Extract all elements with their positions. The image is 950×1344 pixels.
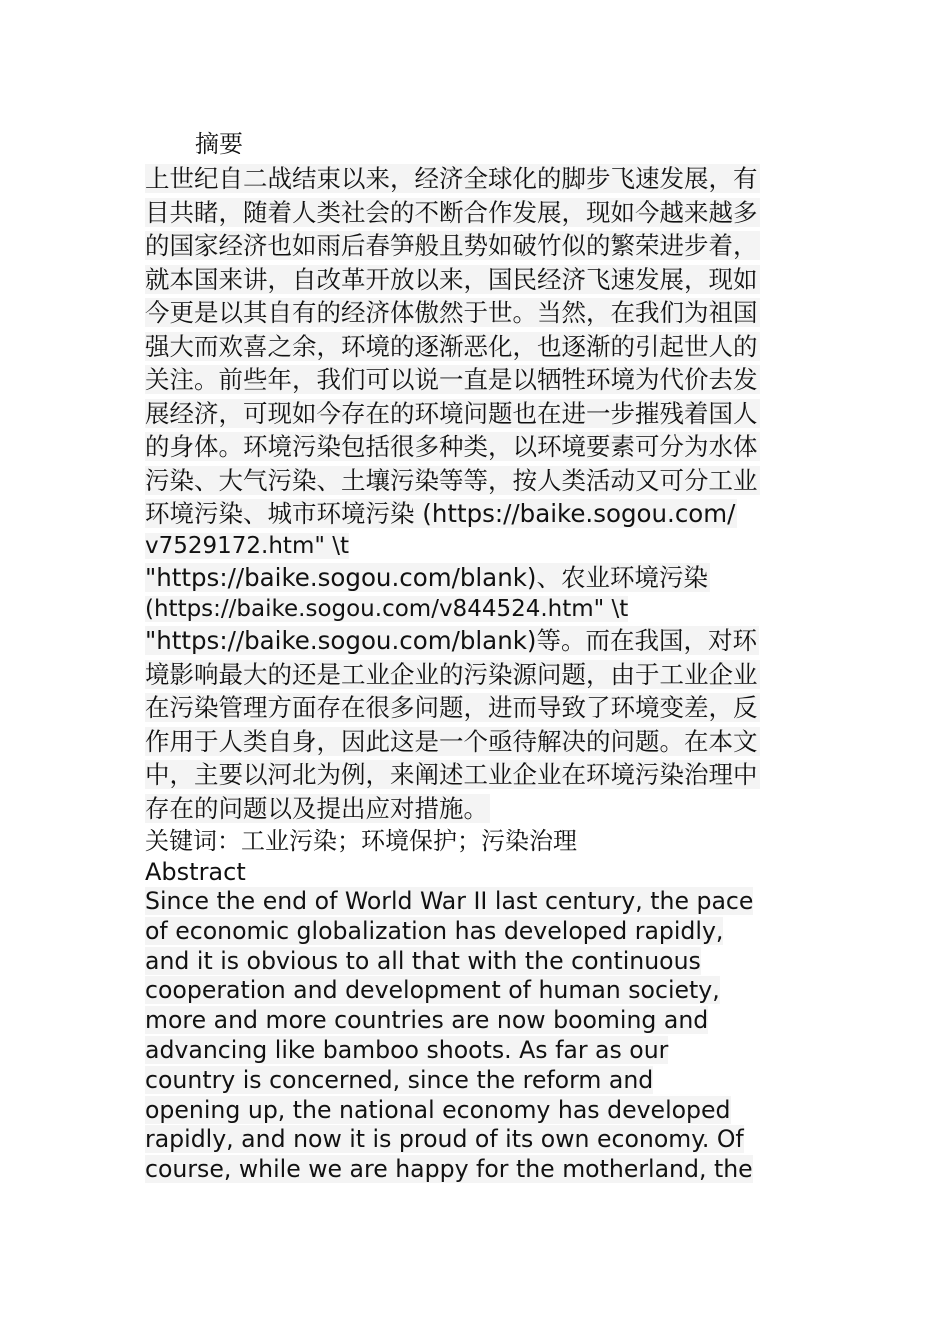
abstract-en-line: of economic globalization has developed rapidly, [145,916,724,945]
abstract-cn-line: 存在的问题以及提出应对措施。 [145,793,488,823]
abstract-en-line: opening up, the national economy has developed [145,1095,731,1124]
abstract-en-line: rapidly, and now it is proud of its own economy. Of [145,1125,744,1154]
abstract-cn-line: 今更是以其自有的经济体傲然于世。当然，在我们为祖国 [145,298,758,327]
abstract-cn-paragraph [145,162,810,825]
abstract-en-line: country is concerned, since the reform and [145,1065,654,1094]
abstract-en-line: more and more countries are now booming and [145,1006,709,1035]
abstract-en-line: and it is obvious to all that with the continuous [145,946,701,975]
abstract-en-line: course, while we are happy for the motherland, the [145,1155,753,1184]
abstract-cn-line: "https://baike.sogou.com/blank)、农业环境污染 [145,562,708,592]
keywords-line: 关键词：工业污染；环境保护；污染治理 [145,827,577,855]
abstract-en-paragraph [145,887,810,1185]
abstract-cn-line: 目共睹，随着人类社会的不断合作发展，现如今越来越多 [145,197,758,227]
abstract-cn-line: 就本国来讲，自改革开放以来，国民经济飞速发展，现如 [145,264,758,294]
abstract-cn-line: 的国家经济也如雨后春笋般且势如破竹似的繁荣进步着， [145,231,758,260]
abstract-cn-line: 作用于人类自身，因此这是一个亟待解决的问题。在本文 [145,726,758,756]
abstract-cn-url-line: (https://baike.sogou.com/v844524.htm" \t [145,596,629,622]
abstract-cn-line: 展经济，可现如今存在的环境问题也在进一步摧残着国人 [145,398,758,428]
abstract-heading-en: Abstract [145,858,246,886]
abstract-cn-line: 环境污染、城市环境污染 (https://baike.sogou.com/ [145,499,736,528]
abstract-cn-line: 上世纪自二战结束以来，经济全球化的脚步飞速发展，有 [145,164,758,193]
abstract-heading-cn: 摘要 [195,130,243,158]
abstract-en-line: advancing like bamboo shoots. As far as our [145,1035,669,1064]
abstract-en-line: cooperation and development of human society, [145,976,720,1005]
abstract-cn-line: 中，主要以河北为例，来阐述工业企业在环境污染治理中 [145,760,758,789]
abstract-en-line: Since the end of World War II last century, the pace [145,887,754,915]
abstract-cn-line: 在污染管理方面存在很多问题，进而导致了环境变差，反 [145,693,758,722]
abstract-cn-url-line: v7529172.htm" \t [145,532,350,559]
abstract-cn-line: 强大而欢喜之余，环境的逐渐恶化，也逐渐的引起世人的 [145,331,758,361]
abstract-cn-line: 关注。前些年，我们可以说一直是以牺牲环境为代价去发 [145,365,758,394]
abstract-cn-line: 境影响最大的还是工业企业的污染源问题，由于工业企业 [145,659,758,689]
abstract-cn-line: "https://baike.sogou.com/blank)等。而在我国，对环 [145,626,757,655]
abstract-cn-line: 污染、大气污染、土壤污染等等，按人类活动又可分工业 [145,465,758,495]
abstract-cn-line: 的身体。环境污染包括很多种类，以环境要素可分为水体 [145,432,758,461]
document-body [145,128,810,1185]
